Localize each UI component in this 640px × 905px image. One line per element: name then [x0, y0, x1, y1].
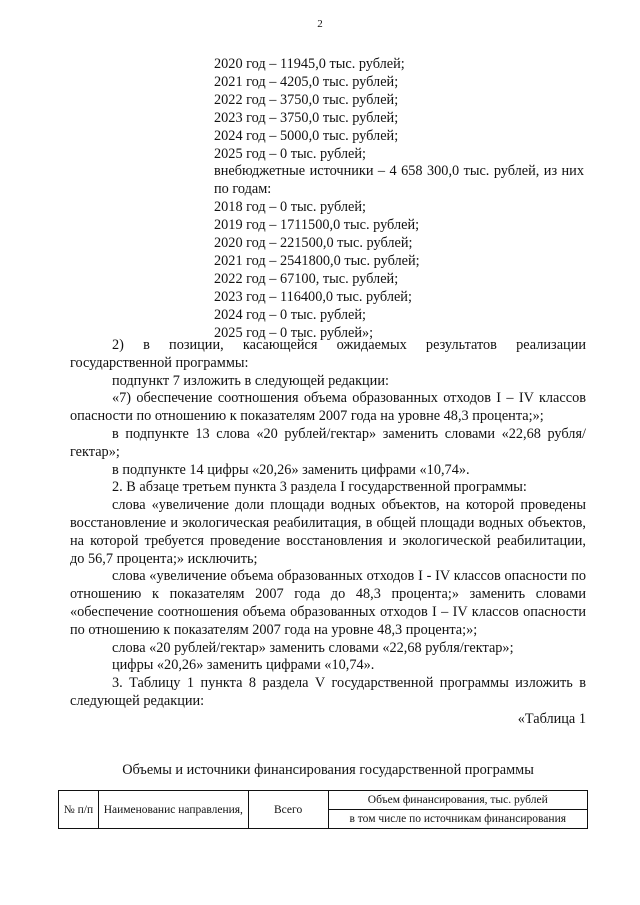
budget-line: 2020 год – 11945,0 тыс. рублей;	[214, 56, 405, 72]
table-reference: «Таблица 1	[517, 710, 586, 727]
header-total: Всего	[248, 791, 328, 829]
extra-line: 2023 год – 116400,0 тыс. рублей;	[214, 288, 412, 305]
extra-line: 2019 год – 1711500,0 тыс. рублей;	[214, 217, 420, 234]
paragraph: 2. В абзаце третьем пункта 3 раздела I государственной программы:	[112, 479, 527, 496]
paragraph: в подпункте 14 цифры «20,26» заменить цифрами «10,74».	[112, 461, 470, 478]
extrabudgetary-intro: внебюджетные источники – 4 658 300,0 тыс. рублей, из них по годам:	[214, 163, 584, 198]
budget-line: 2024 год – 5000,0 тыс. рублей;	[214, 127, 399, 144]
paragraph: слова «20 рублей/гектар» заменить словами «22,68 рубля/гектар»;	[112, 639, 514, 656]
paragraph: слова «увеличение доли площади водных объектов, на которой проведены восстановление и экологическая реабилитация, в общей площади водных объектов, на которой требуется проведение восстановления и экологической реабилитации, до 56,7 процента;» исключить;	[70, 497, 586, 567]
extra-line: 2025 год – 0 тыс. рублей»;	[214, 324, 374, 341]
paragraph: 3. Таблицу 1 пункта 8 раздела V государственной программы изложить в следующей редакции:	[70, 675, 586, 709]
financing-table	[58, 790, 588, 829]
header-number: № п/п	[59, 791, 99, 829]
budget-line: 2022 год – 3750,0 тыс. рублей;	[214, 91, 399, 108]
paragraph: подпункт 7 изложить в следующей редакции:	[112, 372, 389, 389]
paragraph: в подпункте 13 слова «20 рублей/гектар» заменить словами «22,68 рубля/гектар»;	[70, 425, 586, 460]
header-sources: в том числе по источникам финансирования	[328, 810, 587, 829]
header-volume: Объем финансирования, тыс. рублей	[328, 791, 587, 810]
paragraph: «7) обеспечение соотношения объема образованных отходов I – IV классов опасности по отношению к показателям 2007 года на уровне 48,3 процента;»;	[70, 390, 586, 425]
budget-line: 2021 год – 4205,0 тыс. рублей;	[214, 73, 399, 90]
extra-line: 2024 год – 0 тыс. рублей;	[214, 306, 366, 323]
paragraph: 2) в позиции, касающейся ожидаемых результатов реализации государственной программы:	[70, 337, 586, 371]
budget-line: 2023 год – 3750,0 тыс. рублей;	[214, 109, 399, 126]
funding-breakdown	[214, 56, 584, 343]
paragraph: слова «увеличение объема образованных отходов I - IV классов опасности по отношению к показателям 2007 года до 48,3 процента;» заменить словами «обеспечение соотношения объема образованных отходов I – IV классов опасности по отношению к показателям 2007 года на уровне 48,3 процента;»;	[70, 568, 586, 638]
paragraph: цифры «20,26» заменить цифрами «10,74».	[112, 657, 375, 674]
extra-line: 2018 год – 0 тыс. рублей;	[214, 199, 366, 216]
extra-line: 2022 год – 67100, тыс. рублей;	[214, 270, 399, 287]
header-direction: Наименованис направления,	[98, 791, 248, 829]
budget-line: 2025 год – 0 тыс. рублей;	[214, 145, 366, 162]
document-body	[70, 337, 586, 729]
page-number: 2	[317, 18, 323, 30]
table-caption: Объемы и источники финансирования государственной программы	[122, 762, 534, 778]
extra-line: 2020 год – 221500,0 тыс. рублей;	[214, 235, 413, 252]
extra-line: 2021 год – 2541800,0 тыс. рублей;	[214, 252, 420, 269]
